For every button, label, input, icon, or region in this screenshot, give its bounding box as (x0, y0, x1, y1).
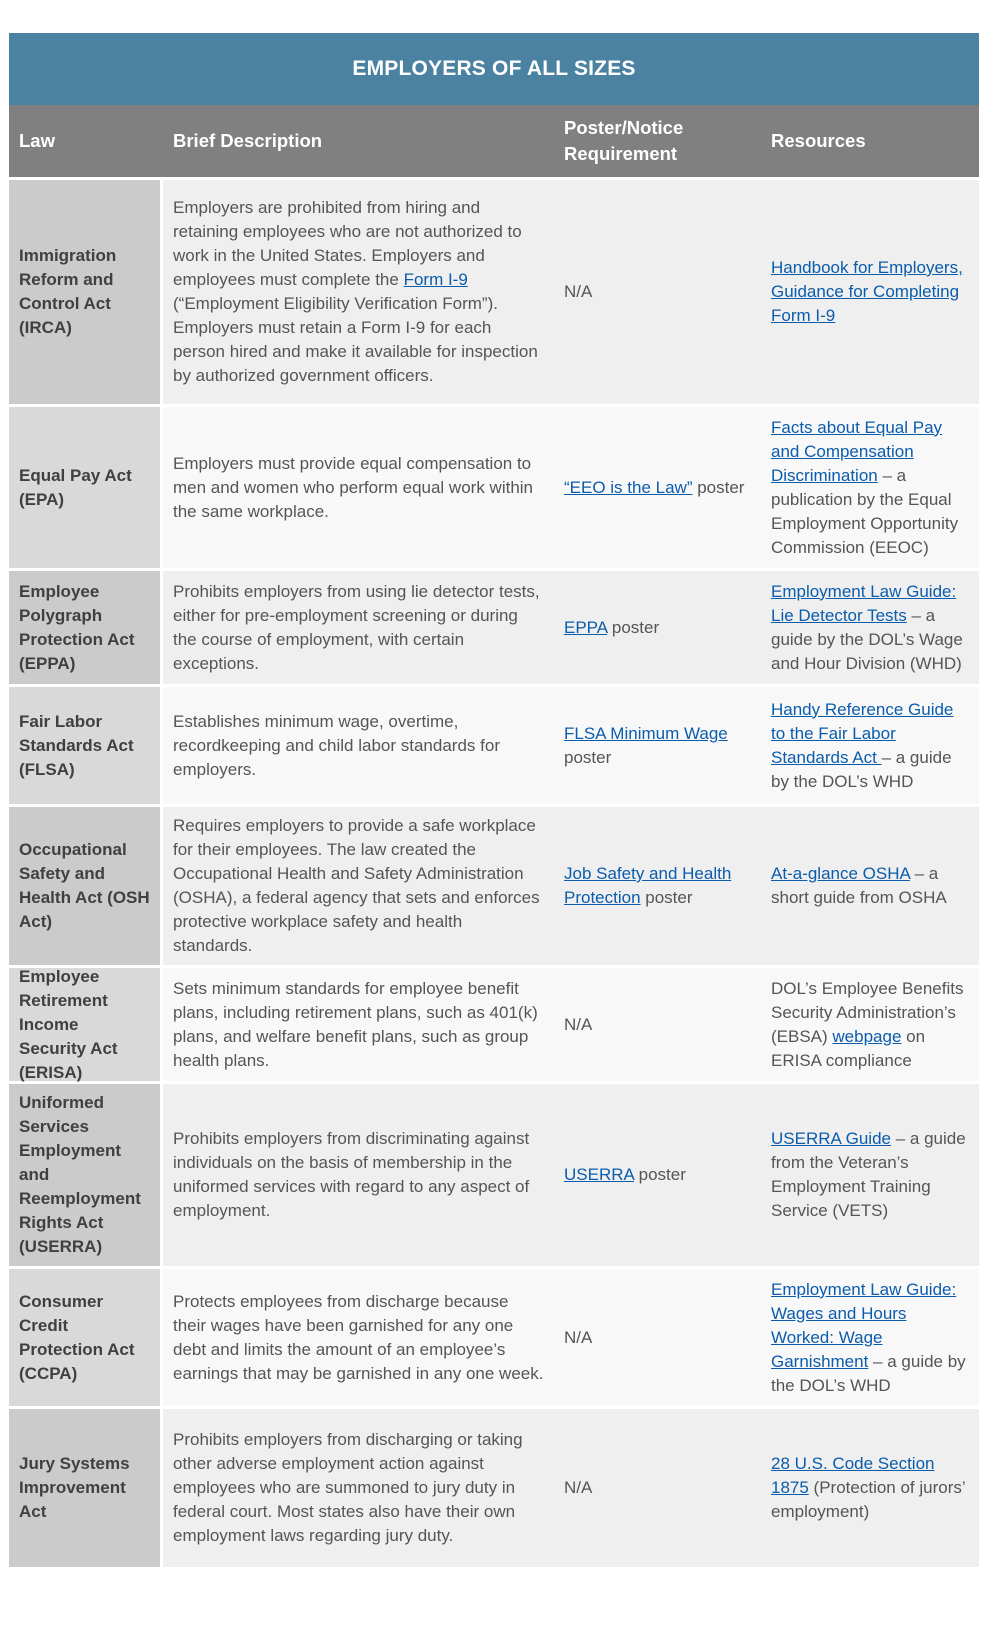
resources-cell (761, 1409, 979, 1567)
resource-text: on ERISA compliance (771, 1026, 926, 1070)
table-body (9, 177, 979, 1567)
law-name: Fair Labor Standards Act (FLSA) (19, 711, 134, 779)
poster-link[interactable]: USERRA (564, 1165, 634, 1184)
description-text: Prohibits employers from using lie detector tests, either for pre-employment screening or during the course of employment, with certain exceptions. (173, 581, 540, 673)
law-cell (9, 807, 163, 965)
table-row (9, 1406, 979, 1567)
resources-cell (761, 807, 979, 965)
header-resources: Resources (771, 130, 866, 151)
poster-text: N/A (564, 1478, 593, 1497)
law-cell (9, 1409, 163, 1567)
resource-link[interactable]: webpage (832, 1026, 902, 1046)
table-row (9, 804, 979, 965)
header-law: Law (19, 130, 55, 151)
law-name: Employee Retirement Income Security Act (ERISA) (19, 966, 118, 1082)
poster-text: N/A (564, 282, 593, 301)
law-name: Occupational Safety and Health Act (OSH Act) (19, 840, 150, 931)
poster-cell (554, 1269, 761, 1406)
description-cell (163, 968, 554, 1081)
poster-text: poster (633, 1165, 686, 1184)
resource-text: DOL’s Employee Benefits Security Administration’s (EBSA) (771, 978, 964, 1046)
description-link[interactable]: Form I-9 (403, 270, 468, 289)
resource-text: – a short guide from OSHA (771, 864, 947, 907)
law-name: Jury Systems Improvement Act (19, 1454, 130, 1521)
poster-link[interactable]: “EEO is the Law” (564, 477, 693, 497)
resource-text: – a publication by the Equal Employment Opportunity Commission (EEOC) (771, 465, 959, 557)
law-cell (9, 1269, 163, 1406)
poster-cell (554, 180, 761, 404)
poster-text: N/A (564, 1327, 593, 1347)
description-text: Establishes minimum wage, overtime, recordkeeping and child labor standards for employers. (173, 711, 500, 779)
law-name: Consumer Credit Protection Act (CCPA) (19, 1291, 135, 1383)
resources-cell (761, 407, 979, 568)
description-text: Employers are prohibited from hiring and retaining employees who are not authorized to work in the United States. Employers and employees must complete the (173, 198, 522, 289)
poster-cell (554, 571, 761, 684)
poster-cell (554, 807, 761, 965)
resources-cell (761, 687, 979, 804)
table-row (9, 404, 979, 568)
poster-cell (554, 968, 761, 1081)
description-cell (163, 571, 554, 684)
resources-cell (761, 180, 979, 404)
description-text: Protects employees from discharge because their wages have been garnished for any one debt and limits the amount of an employee’s earnings that may be garnished in any one week. (173, 1291, 544, 1383)
table-row (9, 568, 979, 684)
law-cell (9, 968, 163, 1081)
law-cell (9, 687, 163, 804)
description-cell (163, 687, 554, 804)
description-text: Prohibits employers from discharging or taking other adverse employment action against employees who are summoned to jury duty in federal court. Most states also have their own employment laws regarding jury duty. (173, 1430, 523, 1545)
law-name: Employee Polygraph Protection Act (EPPA) (19, 581, 135, 673)
law-cell (9, 1084, 163, 1266)
description-cell (163, 1269, 554, 1406)
resource-link[interactable]: Employment Law Guide: Wages and Hours Worked: Wage Garnishment (771, 1279, 957, 1371)
law-name: Uniformed Services Employment and Reemployment Rights Act (USERRA) (19, 1093, 141, 1256)
resource-text: – a guide by the DOL’s WHD (771, 1351, 966, 1395)
poster-text: poster (692, 477, 745, 497)
resources-cell (761, 1084, 979, 1266)
description-text: Employers must provide equal compensation to men and women who perform equal work within the same workplace. (173, 453, 534, 521)
poster-text: poster (607, 617, 660, 637)
law-cell (9, 571, 163, 684)
resource-text: – a guide by the DOL’s Wage and Hour Division (WHD) (771, 605, 963, 673)
description-cell (163, 407, 554, 568)
resources-cell (761, 1269, 979, 1406)
poster-cell (554, 407, 761, 568)
resource-link[interactable]: Handbook for Employers, Guidance for Completing Form I-9 (771, 258, 963, 325)
resource-text: (Protection of jurors’ employment) (771, 1478, 966, 1521)
description-text: Sets minimum standards for employee benefit plans, including retirement plans, such as 401(k) plans, and welfare benefit plans, such as group health plans. (173, 978, 538, 1070)
law-name: Immigration Reform and Control Act (IRCA) (19, 246, 117, 337)
description-cell (163, 1409, 554, 1567)
resource-text: – a guide from the Veteran’s Employment Training Service (VETS) (771, 1129, 966, 1220)
resources-cell (761, 968, 979, 1081)
description-cell (163, 1084, 554, 1266)
description-text: (“Employment Eligibility Verification Form”). Employers must retain a Form I-9 for each person hired and make it available for inspection by authorized government officers. (173, 294, 538, 385)
poster-text: N/A (564, 1014, 593, 1034)
employer-laws-table (9, 33, 979, 1567)
header-row (9, 105, 979, 177)
poster-text: poster (640, 888, 693, 907)
table-row (9, 1266, 979, 1406)
law-cell (9, 180, 163, 404)
law-cell (9, 407, 163, 568)
law-name: Equal Pay Act (EPA) (19, 465, 132, 509)
resource-text: – a guide by the DOL’s WHD (771, 747, 952, 791)
table-title: EMPLOYERS OF ALL SIZES (9, 33, 979, 105)
resource-link[interactable]: Handy Reference Guide to the Fair Labor Standards Act (771, 699, 954, 767)
resource-link[interactable]: Employment Law Guide: Lie Detector Tests (771, 581, 957, 625)
poster-text: poster (564, 747, 612, 767)
description-text: Prohibits employers from discriminating against individuals on the basis of membership in the uniformed services with regard to any aspect of employment. (173, 1129, 530, 1220)
table-row (9, 177, 979, 404)
header-poster: Poster/Notice Requirement (564, 117, 684, 164)
poster-link[interactable]: FLSA Minimum Wage (564, 723, 728, 743)
resource-link[interactable]: Facts about Equal Pay and Compensation Discrimination (771, 417, 943, 485)
resources-cell (761, 571, 979, 684)
poster-link[interactable]: EPPA (564, 617, 608, 637)
resource-link[interactable]: USERRA Guide (771, 1129, 891, 1148)
poster-cell (554, 1409, 761, 1567)
description-cell (163, 180, 554, 404)
table-row (9, 1081, 979, 1266)
description-text: Requires employers to provide a safe workplace for their employees. The law created the Occupational Health and Safety Administration (OSHA), a federal agency that sets and enforces protective workplace safety and health standards. (173, 816, 540, 955)
table-row (9, 965, 979, 1081)
poster-cell (554, 687, 761, 804)
description-cell (163, 807, 554, 965)
poster-link[interactable]: Job Safety and Health Protection (564, 864, 732, 907)
header-description: Brief Description (173, 130, 323, 151)
table-row (9, 684, 979, 804)
resource-link[interactable]: At-a-glance OSHA (771, 864, 910, 883)
resource-link[interactable]: 28 U.S. Code Section 1875 (771, 1454, 935, 1497)
poster-cell (554, 1084, 761, 1266)
